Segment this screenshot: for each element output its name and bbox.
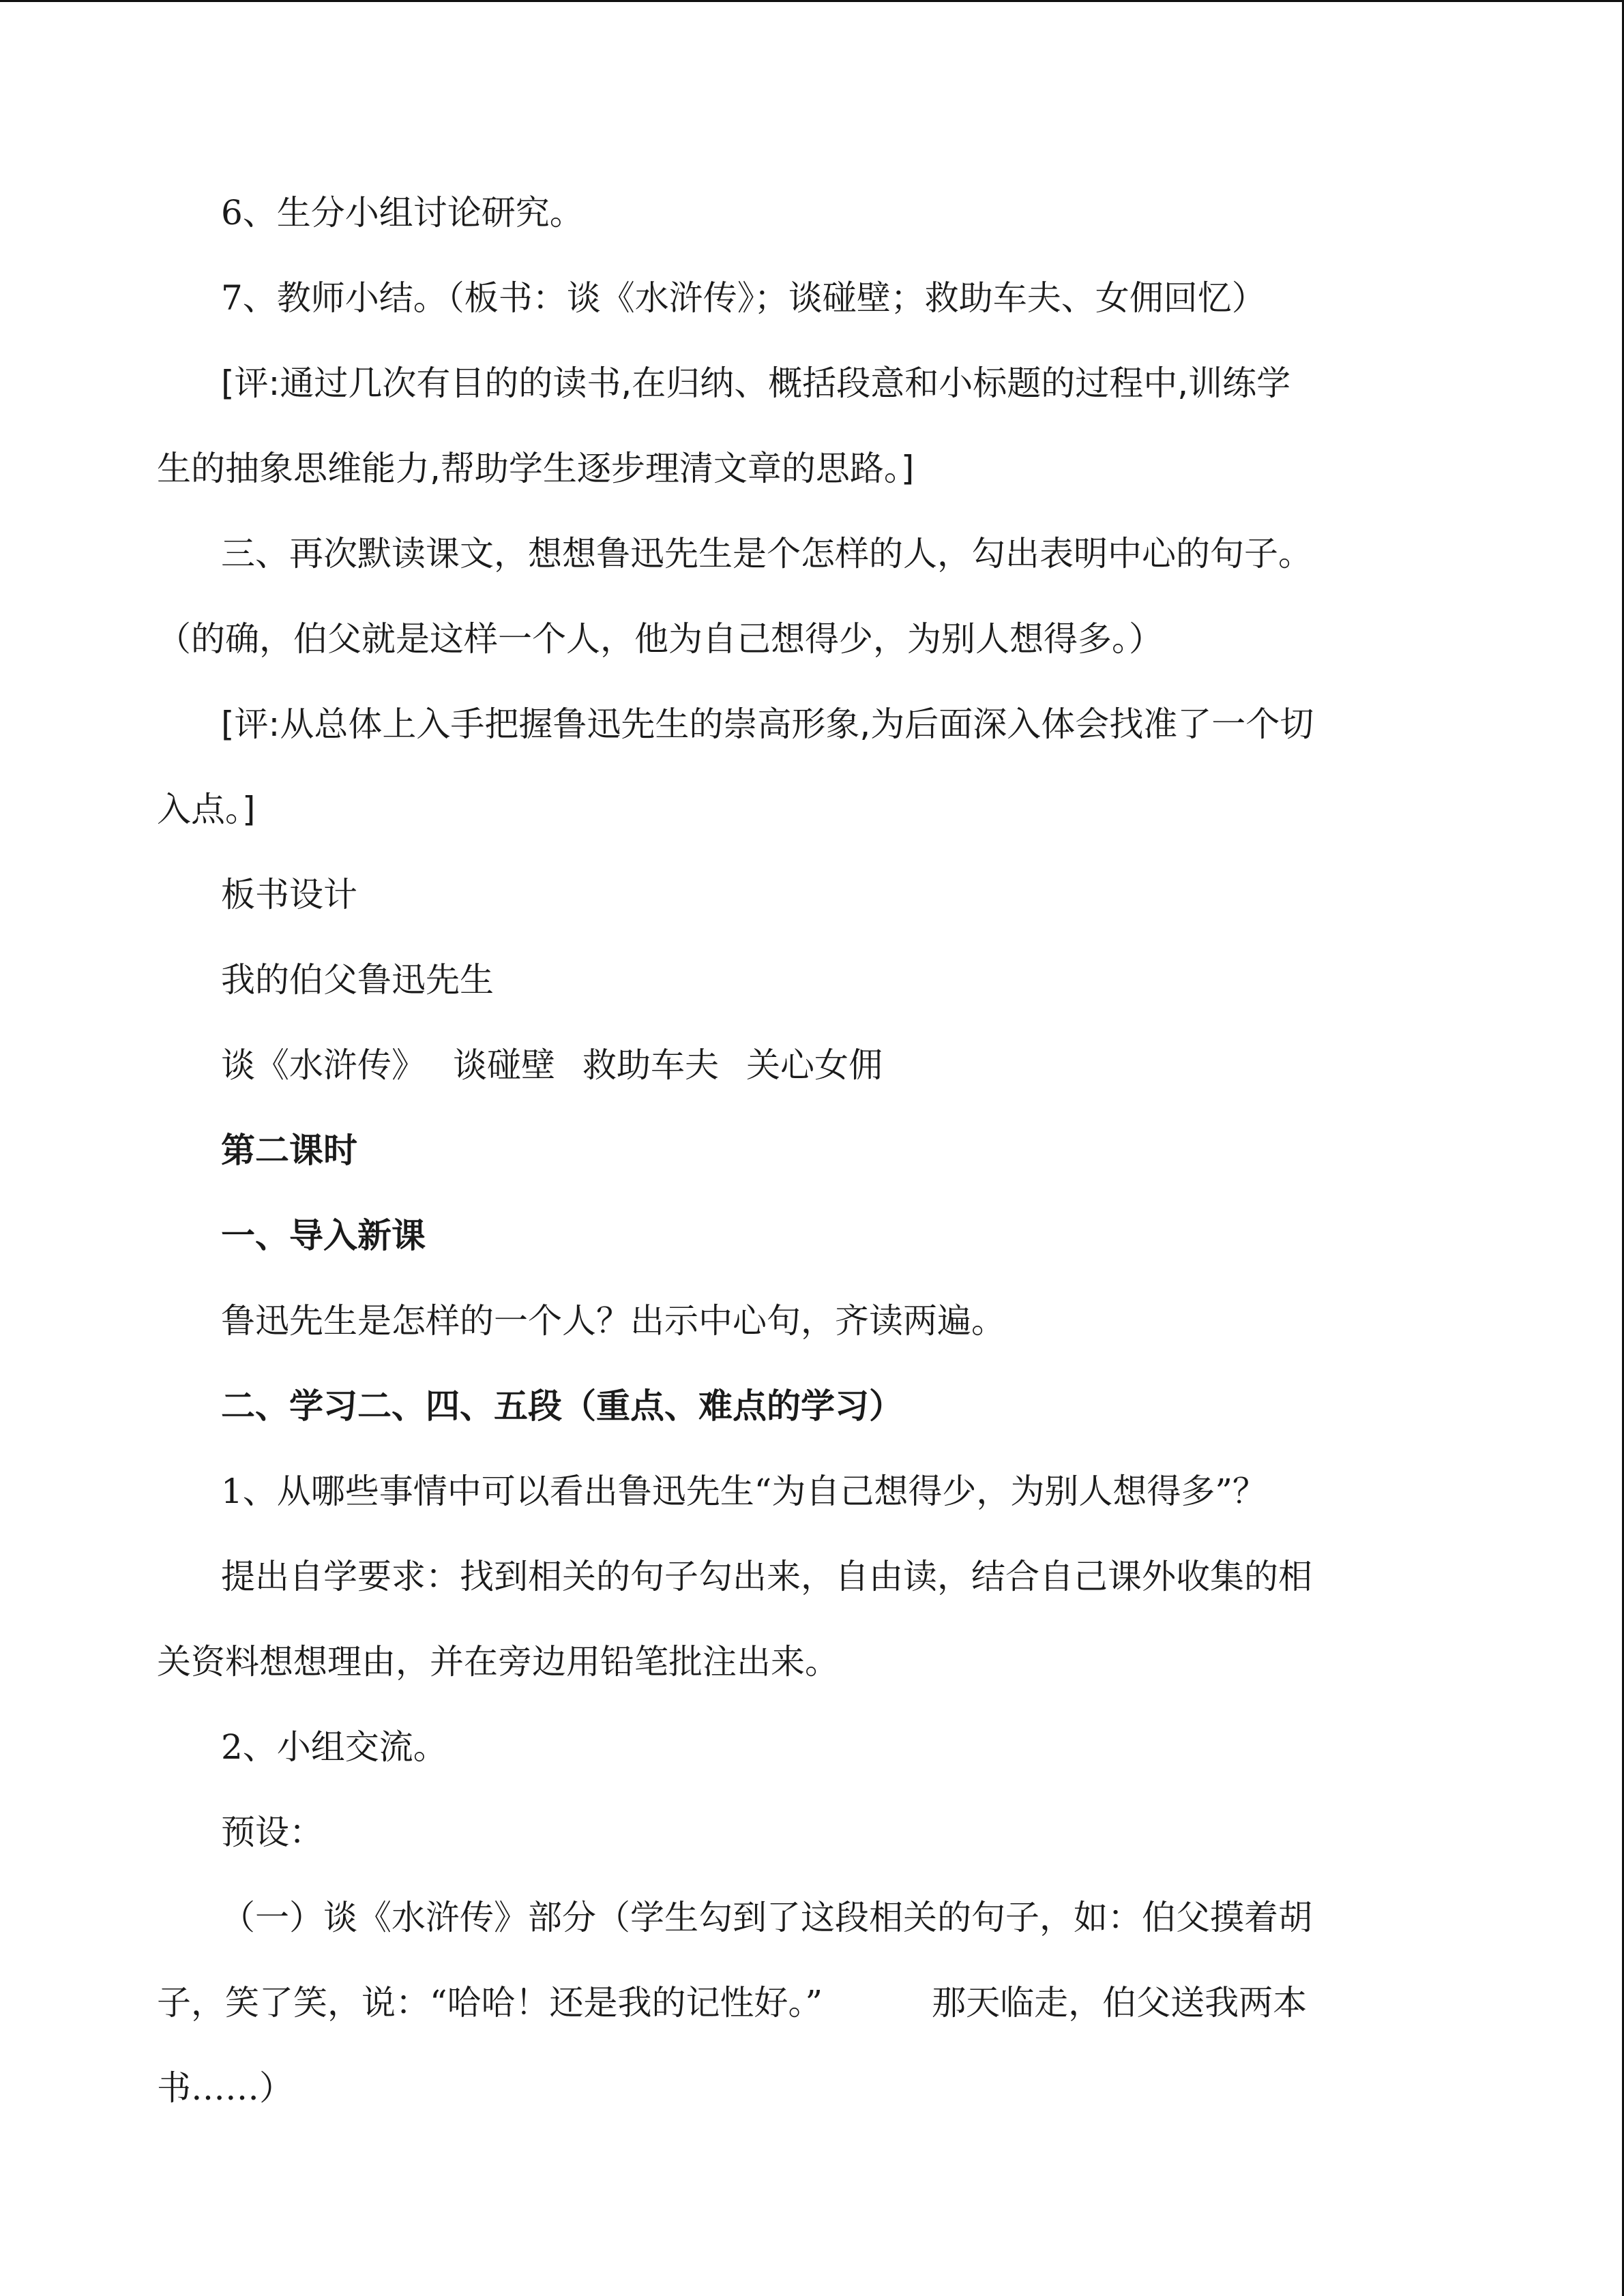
section-study-heading: 二、学习二、四、五段（重点、难点的学习） xyxy=(221,1386,903,1426)
self-study-requirement-cont: 关资料想想理由，并在旁边用铅笔批注出来。 xyxy=(157,1642,839,1682)
comment-paragraph-2 xyxy=(157,682,1473,767)
section-three-answer: （的确，伯父就是这样一个人，他为自己想得少，为别人想得多。） xyxy=(157,619,1163,659)
board-item-nvyong: 关心女佣 xyxy=(746,1045,883,1085)
page-top-border xyxy=(0,0,1624,2)
board-item-shuihu: 谈《水浒传》 xyxy=(221,1045,426,1085)
board-item-pengbi: 谈碰壁 xyxy=(453,1045,555,1085)
board-item-chefu: 救助车夫 xyxy=(582,1045,719,1085)
preset-quote-2: 那天临走，伯父送我两本 xyxy=(932,1983,1308,2023)
comment-paragraph-1 xyxy=(157,341,1473,426)
section-intro-heading: 一、导入新课 xyxy=(221,1216,426,1255)
document-page xyxy=(157,170,1473,2131)
comment-paragraph-2-cont xyxy=(157,767,1473,852)
section-three-paragraph: 三、再次默读课文，想想鲁迅先生是个怎样的人，勾出表明中心的句子。 xyxy=(221,534,1312,573)
paragraph-step-6: 6、生分小组讨论研究。 xyxy=(221,193,584,233)
comment-paragraph-1-cont xyxy=(157,426,1473,511)
study-question-1: 1、从哪些事情中可以看出鲁迅先生“为自己想得少，为别人想得多”？ xyxy=(221,1472,1267,1511)
preset-part-one-cont xyxy=(157,1960,1473,2046)
board-design-heading: 板书设计 xyxy=(221,875,357,914)
preset-part-one-end: 书……） xyxy=(157,2068,293,2108)
preset-label: 预设： xyxy=(221,1813,323,1852)
preset-quote: 子，笑了笑，说：“哈哈！还是我的记性好。” xyxy=(157,1983,823,2023)
board-design-items xyxy=(157,1023,1473,1108)
intro-paragraph: 鲁迅先生是怎样的一个人？出示中心句，齐读两遍。 xyxy=(221,1301,1005,1341)
preset-part-one: （一）谈《水浒传》部分（学生勾到了这段相关的句子，如：伯父摸着胡 xyxy=(221,1898,1312,1937)
self-study-requirement: 提出自学要求：找到相关的句子勾出来，自由读，结合自己课外收集的相 xyxy=(221,1557,1312,1596)
comment-2-line-1: [评:从总体上入手把握鲁迅先生的崇高形象,为后面深入体会找准了一个切 xyxy=(221,704,1314,744)
paragraph-step-7: 7、教师小结。（板书：谈《水浒传》；谈碰壁；救助车夫、女佣回忆） xyxy=(221,278,1266,318)
comment-1-line-1: [评:通过几次有目的的读书,在归纳、概括段意和小标题的过程中,训练学 xyxy=(221,363,1291,403)
comment-1-line-2: 生的抽象思维能力,帮助学生逐步理清文章的思路。] xyxy=(157,449,915,488)
comment-2-line-2: 入点。] xyxy=(157,790,256,829)
group-exchange: 2、小组交流。 xyxy=(221,1727,447,1767)
board-design-title: 我的伯父鲁迅先生 xyxy=(221,960,494,1000)
lesson-two-heading: 第二课时 xyxy=(221,1131,357,1170)
